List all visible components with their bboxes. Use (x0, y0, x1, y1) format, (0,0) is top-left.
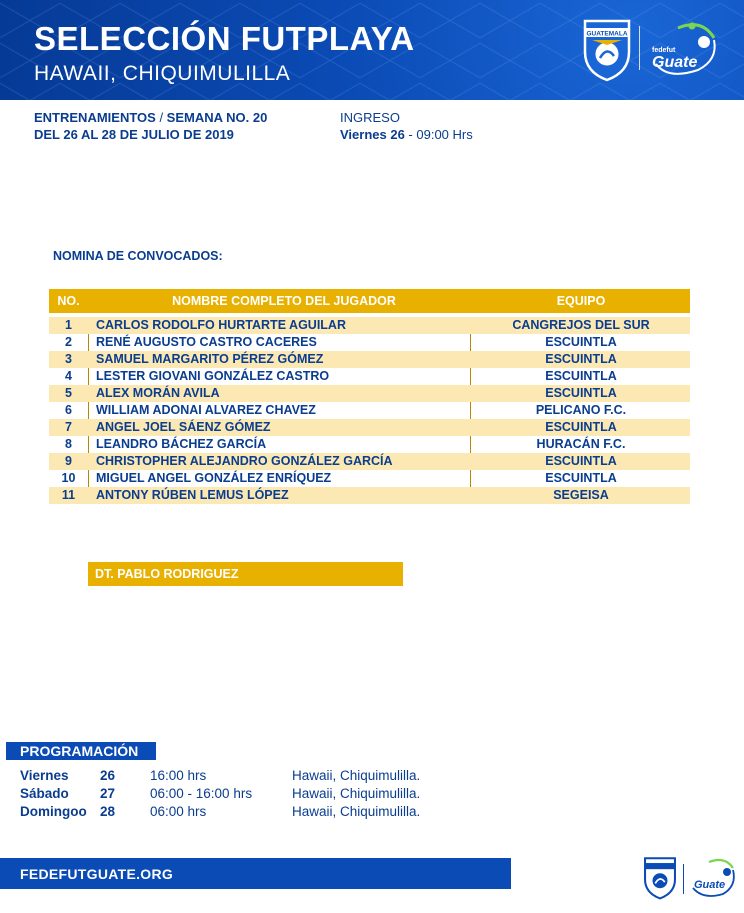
ingreso-time (340, 127, 473, 142)
programacion-bar (6, 742, 156, 760)
schedule-place: Hawaii, Chiquimulilla. (292, 768, 421, 783)
player-team: ESCUINTLA (545, 471, 617, 485)
week-label: SEMANA NO. 20 (166, 110, 268, 125)
schedule-date: 28 (100, 804, 116, 819)
coach-bar (88, 562, 403, 586)
fedefut-guate-logo (648, 20, 724, 82)
row-number: 2 (65, 335, 72, 349)
player-name: LEANDRO BÁCHEZ GARCÍA (96, 437, 267, 451)
federation-crest-icon (582, 18, 632, 82)
table-row (49, 317, 690, 334)
schedule-date: 27 (100, 786, 116, 801)
footer-crest-icon (643, 856, 677, 900)
table-row (49, 351, 690, 368)
schedule-day: Sábado (20, 786, 69, 801)
schedule-item (20, 786, 460, 804)
player-team: ESCUINTLA (545, 420, 617, 434)
player-name: ALEX MORÁN AVILA (96, 386, 220, 400)
table-row (49, 334, 690, 351)
date-range: DEL 26 AL 28 DE JULIO DE 2019 (34, 127, 234, 142)
training-info (34, 110, 267, 125)
schedule-date: 26 (100, 768, 116, 783)
header-team: EQUIPO (556, 294, 606, 308)
row-number: 7 (65, 420, 72, 434)
schedule-day: Viernes (20, 768, 69, 783)
crest-label: GUATEMALA (586, 30, 628, 38)
row-number: 5 (65, 386, 72, 400)
schedule-time: 16:00 hrs (150, 768, 207, 783)
footer-logo-text: Guate (694, 879, 726, 891)
row-number: 10 (61, 471, 76, 485)
player-team: ESCUINTLA (545, 352, 617, 366)
player-team: ESCUINTLA (545, 454, 617, 468)
logo-small-text: fedefut (652, 47, 676, 54)
footer-logo-divider (683, 864, 684, 894)
row-number: 11 (61, 488, 76, 502)
table-header (49, 289, 690, 313)
player-name: LESTER GIOVANI GONZÁLEZ CASTRO (96, 369, 330, 383)
player-team: PELICANO F.C. (535, 403, 627, 417)
schedule-day: Domingoo (20, 804, 87, 819)
logo-divider (639, 26, 640, 70)
player-team: CANGREJOS DEL SUR (512, 318, 650, 332)
table-row (49, 470, 690, 487)
row-number: 1 (65, 318, 72, 332)
schedule-item (20, 768, 460, 786)
table-row (49, 487, 690, 504)
table-row (49, 368, 690, 385)
header-name: NOMBRE COMPLETO DEL JUGADOR (172, 294, 396, 308)
player-team: ESCUINTLA (545, 335, 617, 349)
footer-url[interactable]: FEDEFUTGUATE.ORG (20, 866, 174, 882)
player-name: ANGEL JOEL SÁENZ GÓMEZ (96, 420, 271, 434)
page-subtitle: HAWAII, CHIQUIMULILLA (34, 62, 291, 85)
table-row (49, 453, 690, 470)
table-row (49, 385, 690, 402)
row-number: 4 (65, 369, 72, 383)
training-separator: / (155, 110, 167, 125)
player-team: ESCUINTLA (545, 369, 617, 383)
schedule-item (20, 804, 460, 822)
schedule-time: 06:00 hrs (150, 804, 207, 819)
player-team: ESCUINTLA (545, 386, 617, 400)
player-team: HURACÁN F.C. (536, 437, 626, 451)
row-number: 3 (65, 352, 72, 366)
table-row (49, 402, 690, 419)
page-title: SELECCIÓN FUTPLAYA (34, 20, 415, 57)
table-row (49, 419, 690, 436)
player-name: WILLIAM ADONAI ALVAREZ CHAVEZ (96, 403, 316, 417)
player-name: ANTONY RÚBEN LEMUS LÓPEZ (96, 488, 289, 502)
coach-name: DT. PABLO RODRIGUEZ (95, 567, 239, 581)
header-no: NO. (57, 294, 80, 308)
ingreso-hour: 09:00 Hrs (416, 127, 473, 142)
training-label: ENTRENAMIENTOS (34, 110, 156, 125)
schedule-place: Hawaii, Chiquimulilla. (292, 786, 421, 801)
player-name: MIGUEL ANGEL GONZÁLEZ ENRÍQUEZ (96, 471, 332, 485)
player-name: RENÉ AUGUSTO CASTRO CACERES (96, 335, 317, 349)
logo-big-text: Guate (652, 54, 698, 71)
header-banner (0, 0, 744, 100)
schedule-place: Hawaii, Chiquimulilla. (292, 804, 421, 819)
programacion-title: PROGRAMACIÓN (20, 743, 139, 759)
nomina-title: NOMINA DE CONVOCADOS: (53, 249, 223, 263)
player-name: SAMUEL MARGARITO PÉREZ GÓMEZ (96, 352, 324, 366)
footer-bar (0, 858, 511, 889)
player-name: CHRISTOPHER ALEJANDRO GONZÁLEZ GARCÍA (96, 454, 393, 468)
row-number: 9 (65, 454, 72, 468)
schedule-time: 06:00 - 16:00 hrs (150, 786, 253, 801)
table-body (49, 317, 690, 504)
ingreso-day: Viernes 26 (340, 127, 405, 142)
footer-guate-logo-icon (689, 858, 739, 902)
ingreso-separator: - (404, 127, 417, 142)
ingreso-label: INGRESO (340, 110, 400, 125)
player-name: CARLOS RODOLFO HURTARTE AGUILAR (96, 318, 346, 332)
table-row (49, 436, 690, 453)
row-number: 8 (65, 437, 72, 451)
player-team: SEGEISA (553, 488, 609, 502)
row-number: 6 (65, 403, 72, 417)
players-table (49, 289, 690, 504)
